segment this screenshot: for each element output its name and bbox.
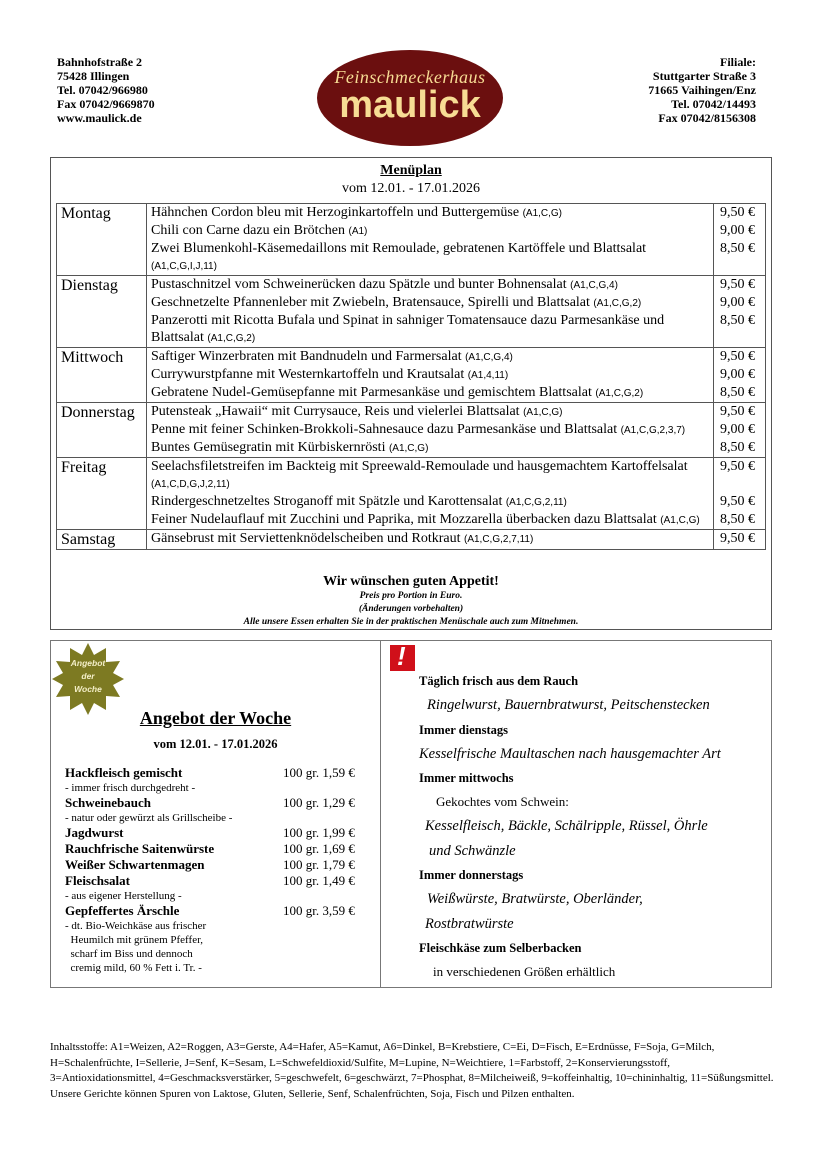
dish-description [147,240,714,276]
menu-row [57,458,766,494]
specials-box [380,640,772,988]
offer-title: Angebot der Woche [139,708,292,728]
menu-row [57,348,766,367]
offer-price: 100 gr. 1,49 € [283,873,355,888]
greeting: Wir wünschen guten Appetit! [323,574,499,589]
address-line: Fax 07042/8156308 [658,111,756,125]
dish-price: 9,50 € [714,348,766,367]
menu-row [57,421,766,439]
menu-row [57,276,766,295]
dish-description [147,312,714,348]
offer-name: Fleischsalat [65,873,130,888]
note: (Änderungen vorbehalten) [358,604,464,614]
dish-price: 9,00 € [714,294,766,312]
menu-row [57,403,766,422]
dish-description [147,421,714,439]
offer-date: vom 12.01. - 17.01.2026 [153,737,278,751]
address-line: 71665 Vaihingen/Enz [648,83,756,97]
offer-note: - immer frisch durchgedreht - [65,782,196,794]
offer-item [65,825,375,841]
address-line: Bahnhofstraße 2 [57,55,143,69]
menu-row [57,493,766,511]
dish-price: 9,50 € [714,403,766,422]
allergen-codes: (A1,C,G) [523,407,563,418]
logo [317,50,503,146]
allergen-codes: (A1,C,G,4) [570,280,618,291]
menu-row [57,511,766,530]
offer-note: - natur oder gewürzt als Grillscheibe - [65,812,233,824]
address-line: 75428 Illingen [57,69,130,83]
special-text: Rostbratwürste [425,915,514,932]
dish-text: Gänsebrust mit Serviettenknödelscheiben und Rotkraut [151,531,461,546]
offer-name: Jagdwurst [65,825,124,840]
dish-text: Currywurstpfanne mit Westernkartoffeln und Krautsalat [151,367,465,382]
offer-price: 100 gr. 1,29 € [283,795,355,810]
special-text: in verschiedenen Größen erhältlich [433,964,616,979]
dish-price: 9,50 € [714,530,766,550]
badge-text: Angebot [70,658,106,668]
day-label: Donnerstag [57,403,147,458]
offer-of-the-week [50,640,381,988]
dish-description [147,403,714,422]
dish-price: 9,00 € [714,421,766,439]
allergen-codes: (A1,C,G,I,J,11) [151,261,217,272]
menu-row [57,222,766,240]
dish-text: Rindergeschnetzeltes Stroganoff mit Spätzle und Karottensalat [151,494,503,509]
dish-price: 9,50 € [714,493,766,511]
menu-row [57,294,766,312]
allergen-codes: (A1) [348,226,368,237]
dish-text: Pustaschnitzel vom Schweinerücken dazu Spätzle und bunter Bohnensalat [151,277,567,292]
dish-description [147,530,714,550]
dish-price: 8,50 € [714,511,766,530]
dish-description [147,294,714,312]
address-line: Tel. 07042/14493 [671,97,756,111]
dish-price: 9,50 € [714,204,766,223]
allergen-codes: (A1,C,G,2,3,7) [620,425,686,436]
offer-price: 100 gr. 1,69 € [283,841,355,856]
allergen-codes: (A1,C,G,2,11) [505,497,567,508]
menu-row [57,384,766,403]
address-line: Stuttgarter Straße 3 [652,69,756,83]
logo-name: maulick [339,84,481,126]
allergen-codes: (A1,4,11) [467,370,509,381]
offer-name: Schweinebauch [65,795,151,810]
day-label: Montag [57,204,147,276]
dish-text: Putensteak „Hawaii“ mit Currysauce, Reis und vielerlei Blattsalat [151,404,520,419]
special-text: Ringelwurst, Bauernbratwurst, Peitschenstecken [427,697,710,713]
special-heading: Immer mittwochs [419,771,514,785]
dish-text: Gebratene Nudel-Gemüsepfanne mit Parmesankäse und gemischtem Blattsalat [151,385,592,400]
dish-text: Geschnetzelte Pfannenleber mit Zwiebeln, Bratensauce, Spirelli und Blattsalat [151,295,590,310]
website-link[interactable]: www.maulick.de [57,111,142,125]
offer-item [65,765,375,781]
special-text: Weißwürste, Bratwürste, Oberländer, [427,891,643,907]
menu-date: vom 12.01. - 17.01.2026 [341,181,481,196]
allergen-codes: (A1,C,G,2) [207,333,256,344]
address-line: Filiale: [720,55,756,69]
branch-address [648,55,756,125]
allergen-codes: (A1,C,G) [522,208,563,219]
allergen-codes: (A1,C,G,2,7,11) [464,534,534,545]
menu-footer [51,574,771,629]
dish-description [147,348,714,367]
dish-description [147,366,714,384]
allergen-codes: (A1,C,G,2) [593,298,642,309]
dish-price: 8,50 € [714,240,766,276]
offer-note: - aus eigener Herstellung - [65,890,182,902]
offer-item [65,873,375,889]
dish-price: 9,00 € [714,366,766,384]
badge-text: Woche [74,684,102,694]
offer-item [65,795,375,811]
allergen-footnote: Inhaltsstoffe: A1=Weizen, A2=Roggen, A3=Gerste, A4=Hafer, A5=Kamut, A6=Dinkel, B=Krebstiere, C=Ei, D=Fisch, E=Erdnüsse, F=Soja, G=Milch, H=Schalenfrüchte, I=Sellerie, J=Senf, K=Sesam, L=Schwefeldioxid/Sulfite, M=Lupine, N=Weichtiere, 1=Farbstoff, 2=Konservierungsstoff, 3=Antioxidationsmittel, 4=Geschmacksverstärker, 5=geschwefelt, 6=geschwärzt, 7=Phosphat, 8=Milcheiweiß, 9=koffeinhaltig, 10=chininhaltig, 11=Süßungsmittel. Unsere Gerichte können Spuren von Laktose, Gluten, Sellerie, Senf, Schalenfrüchten, Soja, Fisch und Pilzen enthalten. [50,1041,774,1100]
offer-price: 100 gr. 1,59 € [283,765,355,780]
dish-description [147,458,714,494]
specials-list [419,669,767,984]
offer-price: 100 gr. 3,59 € [283,903,355,918]
dish-price: 9,00 € [714,222,766,240]
dish-price: 8,50 € [714,384,766,403]
exclamation-icon: ! [390,645,415,671]
logo-script: Feinschmeckerhaus [334,67,486,87]
starburst-badge-icon [52,643,124,715]
special-text: Kesselfrische Maultaschen nach hausgemachter Art [419,745,721,762]
day-label: Samstag [57,530,147,550]
dish-description [147,511,714,530]
menu-title: Menüplan [380,163,442,178]
allergen-codes: (A1,C,D,G,J,2,11) [151,479,230,490]
menu-table [56,203,766,550]
special-heading: Täglich frisch aus dem Rauch [419,674,579,688]
offer-name: Gepfeffertes Ärschle [65,903,180,918]
offer-name: Rauchfrische Saitenwürste [65,841,215,856]
allergen-codes: (A1,C,G) [388,443,429,454]
day-label: Dienstag [57,276,147,348]
menu-row [57,530,766,550]
allergen-codes: (A1,C,G,4) [465,352,513,363]
dish-description [147,384,714,403]
offer-name: Hackfleisch gemischt [65,765,183,780]
day-label: Mittwoch [57,348,147,403]
dish-price: 9,50 € [714,458,766,494]
note: Preis pro Portion in Euro. [359,591,463,601]
dish-text: Hähnchen Cordon bleu mit Herzoginkartoffeln und Buttergemüse [151,205,520,220]
dish-description [147,439,714,458]
main-address [57,55,155,125]
special-heading: Immer dienstags [419,722,509,737]
dish-price: 8,50 € [714,439,766,458]
special-text: Gekochtes vom Schwein: [436,794,569,809]
menu-row [57,240,766,276]
dish-text: Panzerotti mit Ricotta Bufala und Spinat in sahniger Tomatensauce dazu Parmesankäse und Blattsalat [151,313,665,345]
dish-description [147,493,714,511]
menu-plan [50,157,772,630]
offer-note: - dt. Bio-Weichkäse aus frischer Heumilch mit grünem Pfeffer, scharf im Biss und dennoch cremig mild, 60 % Fett i. Tr. - [65,920,207,974]
day-label: Freitag [57,458,147,530]
dish-text: Chili con Carne dazu ein Brötchen [151,223,345,238]
menu-row [57,312,766,348]
dish-text: Feiner Nudelauflauf mit Zucchini und Paprika, mit Mozzarella überbacken dazu Blattsalat [151,512,657,527]
special-heading: Fleischkäse zum Selberbacken [419,941,582,955]
special-text: Kesselfleisch, Bäckle, Schälripple, Rüssel, Öhrle [425,818,708,834]
dish-text: Saftiger Winzerbraten mit Bandnudeln und Farmersalat [151,349,462,364]
note: Alle unsere Essen erhalten Sie in der praktischen Menüschale auch zum Mitnehmen. [243,617,579,627]
offer-item [65,903,375,919]
dish-description [147,222,714,240]
allergen-codes: (A1,C,G) [660,515,700,526]
menu-row [57,439,766,458]
badge-text: der [81,671,95,681]
offer-name: Weißer Schwartenmagen [65,857,205,872]
special-heading: Immer donnerstags [419,868,524,882]
dish-text: Penne mit feiner Schinken-Brokkoli-Sahnesauce dazu Parmesankäse und Blattsalat [151,422,618,437]
offer-price: 100 gr. 1,99 € [283,825,355,840]
offer-price: 100 gr. 1,79 € [283,857,355,872]
menu-row [57,204,766,223]
allergen-codes: (A1,C,G,2) [595,388,644,399]
address-line: Tel. 07042/966980 [57,83,148,97]
offer-item [65,841,375,857]
dish-description [147,204,714,223]
special-text: und Schwänzle [429,842,516,859]
dish-price: 9,50 € [714,276,766,295]
dish-text: Buntes Gemüsegratin mit Kürbiskernrösti [151,440,386,455]
dish-text: Zwei Blumenkohl-Käsemedaillons mit Remoulade, gebratenen Kartöffele und Blattsalat [151,241,647,256]
dish-text: Seelachsfiletstreifen im Backteig mit Spreewald-Remoulade und hausgemachtem Kartoffelsalat [151,459,688,474]
address-line: Fax 07042/9669870 [57,97,155,111]
dish-description [147,276,714,295]
offer-item [65,857,375,873]
dish-price: 8,50 € [714,312,766,348]
offer-list [65,765,375,975]
menu-row [57,366,766,384]
